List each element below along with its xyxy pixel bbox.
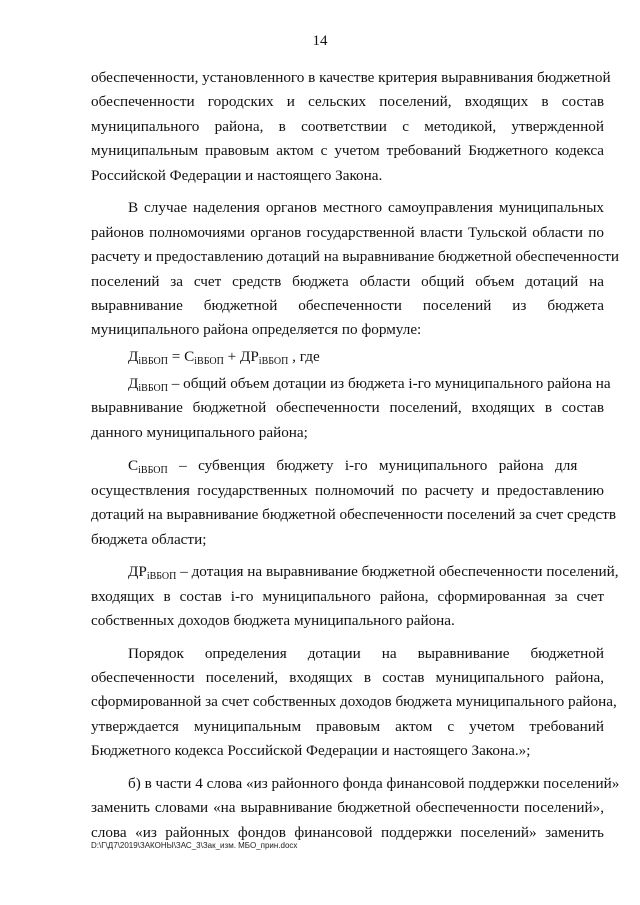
text-line: осуществления государственных полномочий по расчету и предоставлению <box>91 482 604 499</box>
text-line: бюджета области; <box>91 531 207 548</box>
text-line: Бюджетного кодекса Российской Федерации и настоящего Закона.»; <box>91 742 531 759</box>
text-line: обеспеченности городских и сельских поселений, входящих в состав <box>91 93 604 110</box>
file-path-footer: D:\Г\Д7\2019\ЗАКОНЫ\ЗАС_3\Зак_изм. МБО_прин.docx <box>91 841 298 850</box>
text-line: В случае наделения органов местного самоуправления муниципальных <box>128 199 604 216</box>
text-line: утверждается муниципальным правовым актом с учетом требований <box>91 718 604 735</box>
text-line: собственных доходов бюджета муниципального района. <box>91 612 455 629</box>
text-line: слова «из районных фондов финансовой поддержки поселений» заменить <box>91 824 604 841</box>
text-line: Российской Федерации и настоящего Закона. <box>91 167 383 184</box>
formula: $Д_{iВБОП} = С_{iВБОП} + ДР_{iВБОП}$ , где <box>128 348 320 367</box>
text-line: выравнивание бюджетной обеспеченности поселений, входящих в состав <box>91 399 604 416</box>
text-line: дотаций на выравнивание бюджетной обеспеченности поселений за счет средств <box>91 506 617 523</box>
text-line: обеспеченности поселений, входящих в состав муниципального района, <box>91 669 604 686</box>
text-line: сформированной за счет собственных доходов бюджета муниципального района, <box>91 693 617 710</box>
text-line: поселений за счет средств бюджета области общий объем дотаций на <box>91 273 604 290</box>
definition-line: $ДР_{iВБОП}$ – дотация на выравнивание бюджетной обеспеченности поселений, <box>128 563 619 582</box>
text-line: заменить словами «на выравнивание бюджетной обеспеченности поселений», <box>91 799 604 816</box>
text-line: Порядок определения дотации на выравнивание бюджетной <box>128 645 604 662</box>
text-line: данного муниципального района; <box>91 424 308 441</box>
text-line: муниципального района определяется по формуле: <box>91 321 422 338</box>
text-line: б) в части 4 слова «из районного фонда финансовой поддержки поселений» <box>128 775 620 792</box>
text-line: входящих в состав i-го муниципального района, сформированная за счет <box>91 588 604 605</box>
text-line: расчету и предоставлению дотаций на выравнивание бюджетной обеспеченности <box>91 248 619 265</box>
text-line: выравнивание бюджетной обеспеченности поселений из бюджета <box>91 297 604 314</box>
text-line: муниципальным правовым актом с учетом требований Бюджетного кодекса <box>91 142 604 159</box>
definition-line: $С_{iВБОП}$ – субвенция бюджету i-го муниципального района для <box>128 457 578 476</box>
definition-line: $Д_{iВБОП}$ – общий объем дотации из бюджета i-го муниципального района на <box>128 375 611 394</box>
page-number: 14 <box>312 33 328 49</box>
text-line: обеспеченности, установленного в качестве критерия выравнивания бюджетной <box>91 69 611 86</box>
text-line: муниципального района, в соответствии с методикой, утвержденной <box>91 118 604 135</box>
text-line: районов полномочиями органов государственной власти Тульской области по <box>91 224 604 241</box>
